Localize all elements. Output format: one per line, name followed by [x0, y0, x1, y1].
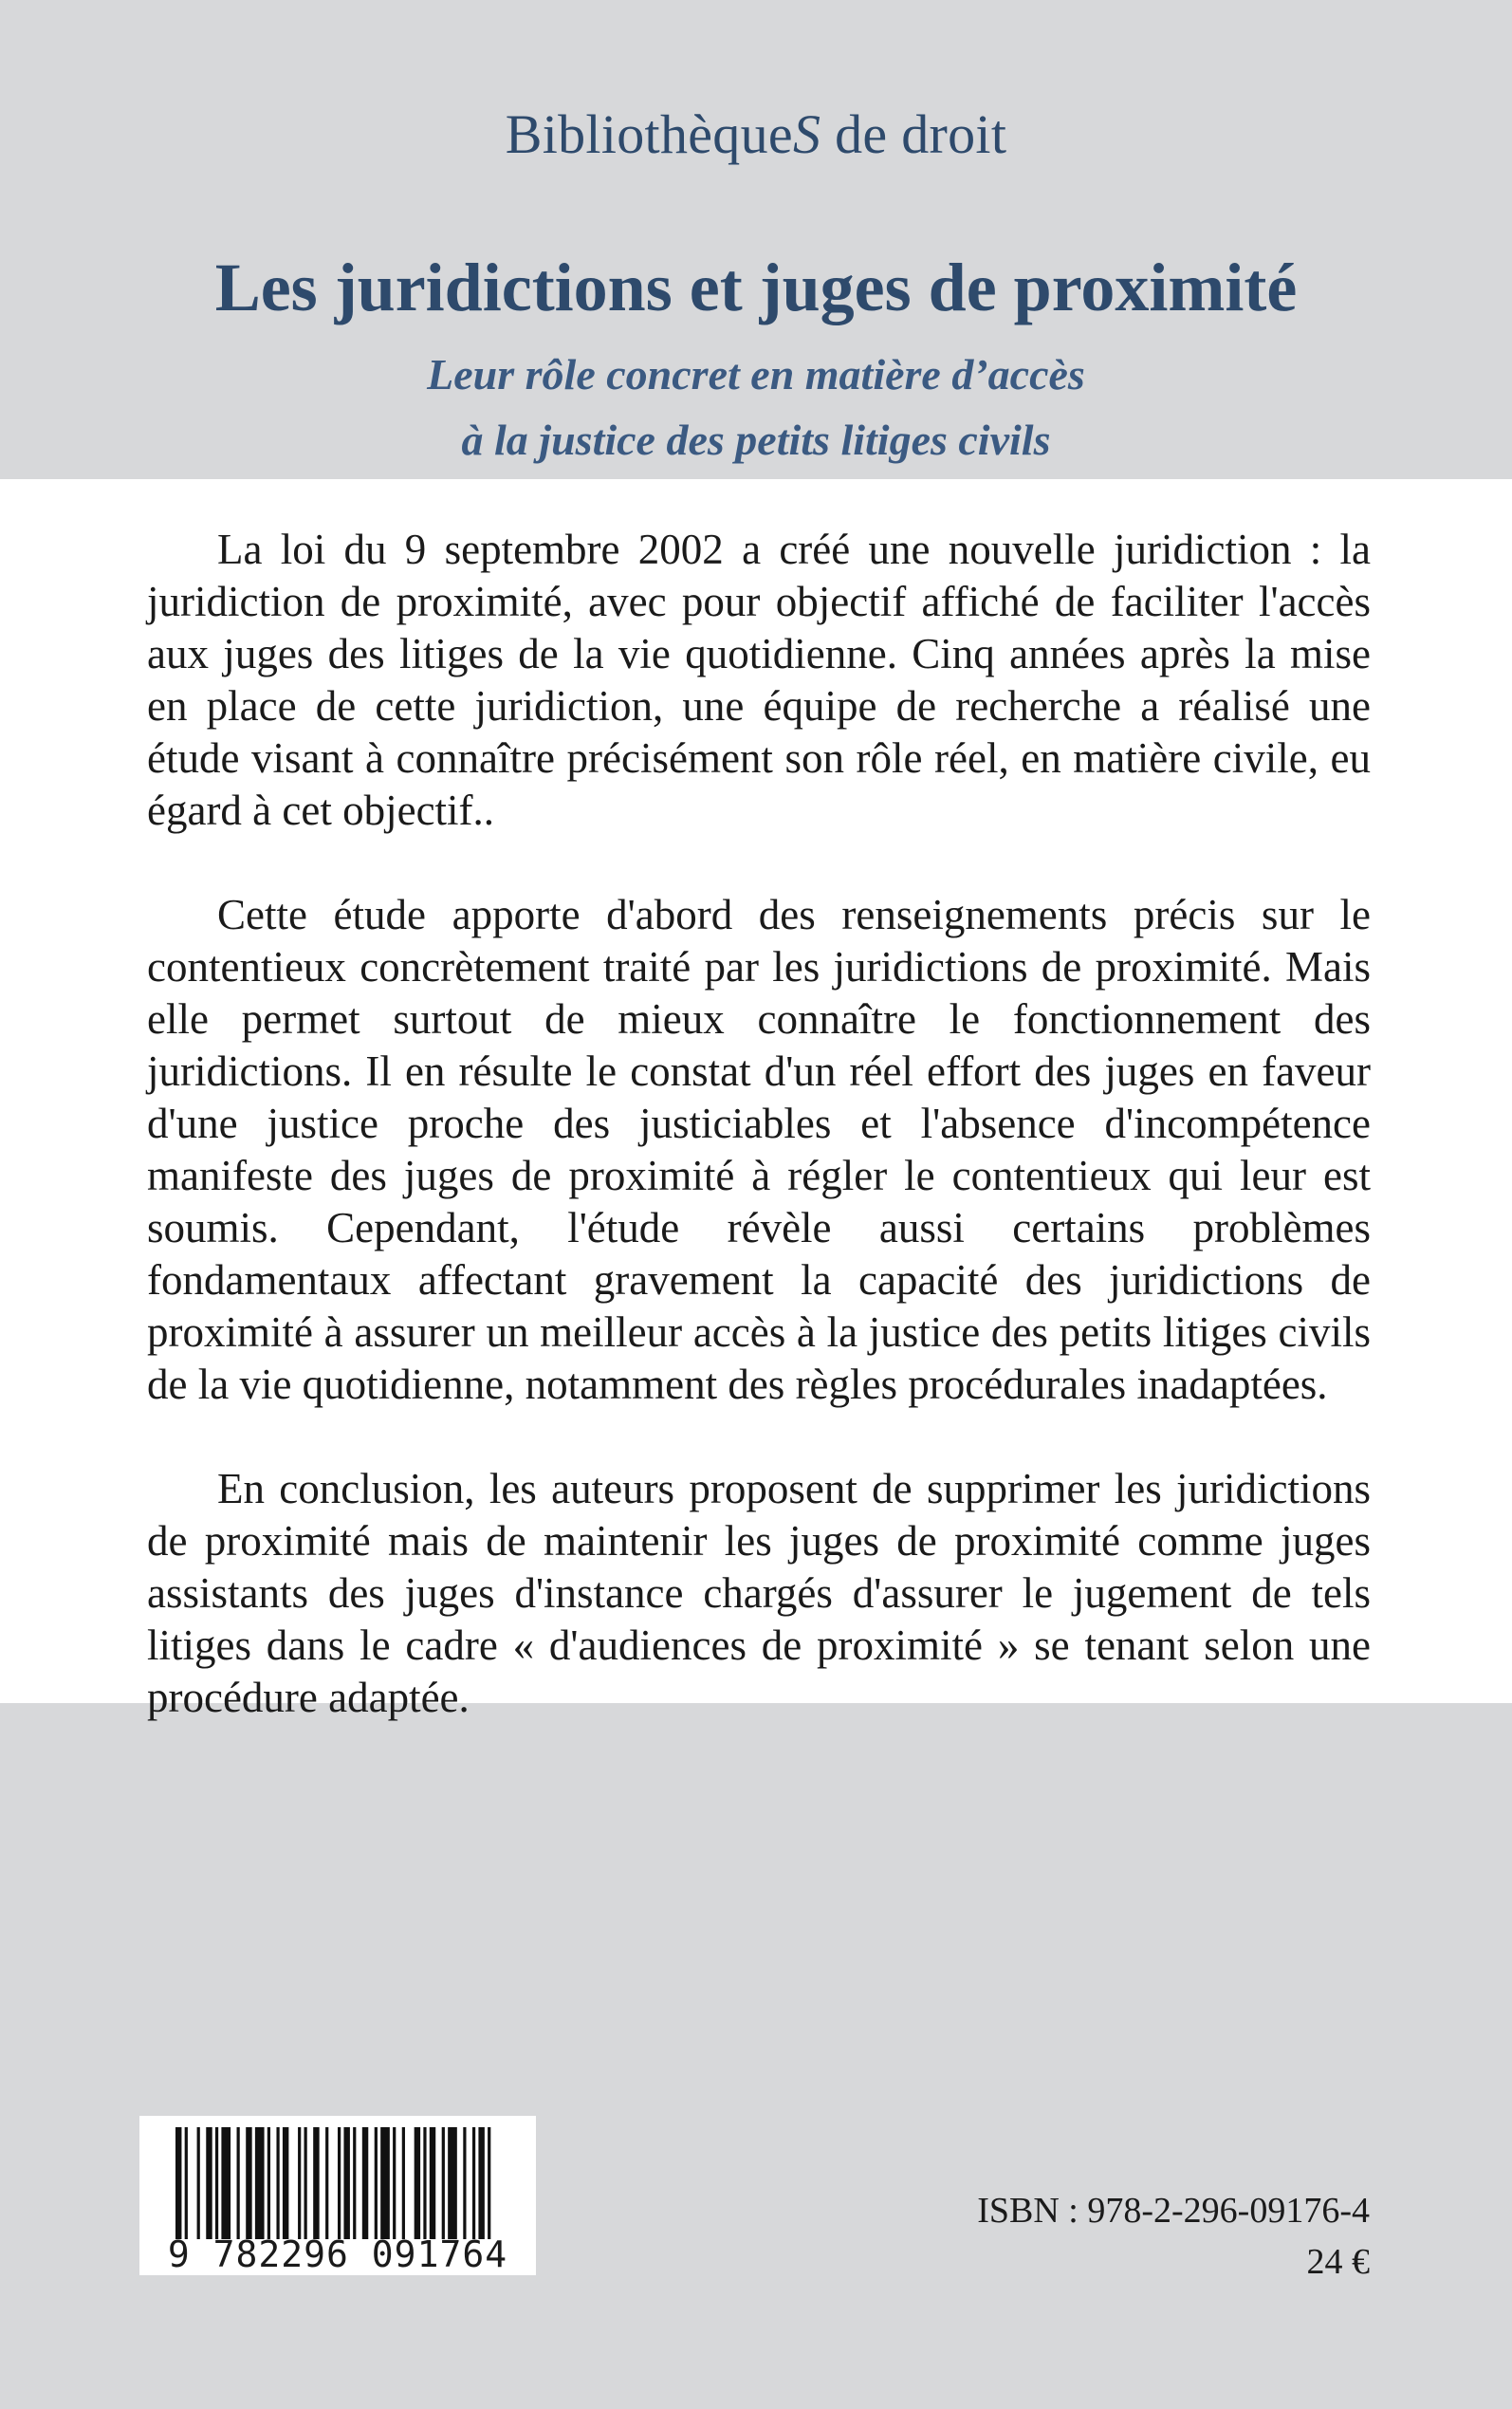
summary-paragraph-2: Cette étude apporte d'abord des renseignements précis sur le contentieux concrètement traité par les juridictions de proximité. Mais elle permet surtout de mieux connaître le fonctionnement des juridictions. Il en résulte le constat d'un réel effort des juges en faveur d'une justice proche des justiciables et l'absence d'incompétence manifeste des juges de proximité à régler le contentieux qui leur est soumis. Cependant, l'étude révèle aussi certains problèmes fondamentaux affectant gravement la capacité des juridictions de proximité à assurer un meilleur accès à la justice des petits litiges civils de la vie quotidienne, notamment des règles procédurales inadaptées. — [147, 891, 1371, 1408]
barcode-bar — [380, 2127, 390, 2239]
barcode-bar — [478, 2127, 484, 2239]
barcode-bar — [246, 2127, 251, 2239]
barcode-bar — [197, 2127, 200, 2239]
barcode-bar — [267, 2127, 270, 2239]
summary-paragraph-1: La loi du 9 septembre 2002 a créé une nouvelle juridiction : la juridiction de proximité, avec pour objectif affiché de faciliter l'accès aux juges des litiges de la vie quotidienne. Cinq années après la mise en place de cette juridiction, une équipe de recherche a réalisé une étude visant à connaître précisément son rôle réel, en matière civile, eu égard à cet objectif.. — [147, 526, 1371, 834]
barcode-bar — [488, 2127, 490, 2239]
series-prefix: Bibliothèque — [505, 103, 793, 165]
barcode-bar — [298, 2127, 301, 2239]
barcode-bar — [215, 2127, 218, 2239]
book-subtitle-line-2: à la justice des petits litiges civils — [461, 416, 1051, 464]
barcode-bars — [175, 2127, 500, 2239]
series-italic-letter: S — [792, 103, 821, 165]
barcode-bar — [415, 2127, 420, 2239]
price-label: 24 € — [1306, 2242, 1370, 2282]
barcode-bar — [283, 2127, 288, 2239]
barcode-bar — [423, 2127, 426, 2239]
barcode-bar — [375, 2127, 378, 2239]
series-name — [0, 102, 1512, 166]
barcode-bar — [448, 2127, 457, 2239]
barcode-bar — [175, 2127, 181, 2239]
barcode-bar — [353, 2127, 356, 2239]
barcode-bar — [221, 2127, 230, 2239]
barcode-bar — [343, 2127, 349, 2239]
barcode-bar — [463, 2127, 466, 2239]
barcode-bar — [185, 2127, 188, 2239]
barcode-bar — [442, 2127, 445, 2239]
header-band — [0, 0, 1512, 479]
barcode-bar — [276, 2127, 279, 2239]
barcode-bar — [393, 2127, 396, 2239]
barcode-bar — [255, 2127, 265, 2239]
series-suffix: de droit — [821, 103, 1007, 165]
barcode-bar — [402, 2127, 405, 2239]
barcode-bar — [338, 2127, 341, 2239]
barcode — [139, 2116, 536, 2275]
barcode-bar — [362, 2127, 368, 2239]
summary-paragraph-3: En conclusion, les auteurs proposent de supprimer les juridictions de proximité mais de maintenir les juges de proximité comme juges assistants des juges d'instance chargés d'assurer le jugement de tels litiges dans le cadre « d'audiences de proximité » se tenant selon une procédure adaptée. — [147, 1465, 1371, 1721]
barcode-bar — [325, 2127, 328, 2239]
barcode-bar — [206, 2127, 212, 2239]
barcode-digits: 9 782296 091764 — [167, 2233, 508, 2275]
book-subtitle-line-1: Leur rôle concret en matière d’accès — [427, 350, 1085, 398]
barcode-bar — [430, 2127, 435, 2239]
isbn-label: ISBN : 978-2-296-09176-4 — [977, 2191, 1370, 2231]
barcode-bar — [304, 2127, 307, 2239]
barcode-bar — [313, 2127, 319, 2239]
barcode-bar — [237, 2127, 240, 2239]
book-title: Les juridictions et juges de proximité — [214, 250, 1298, 325]
summary-text — [147, 524, 1371, 1724]
barcode-bar — [472, 2127, 475, 2239]
